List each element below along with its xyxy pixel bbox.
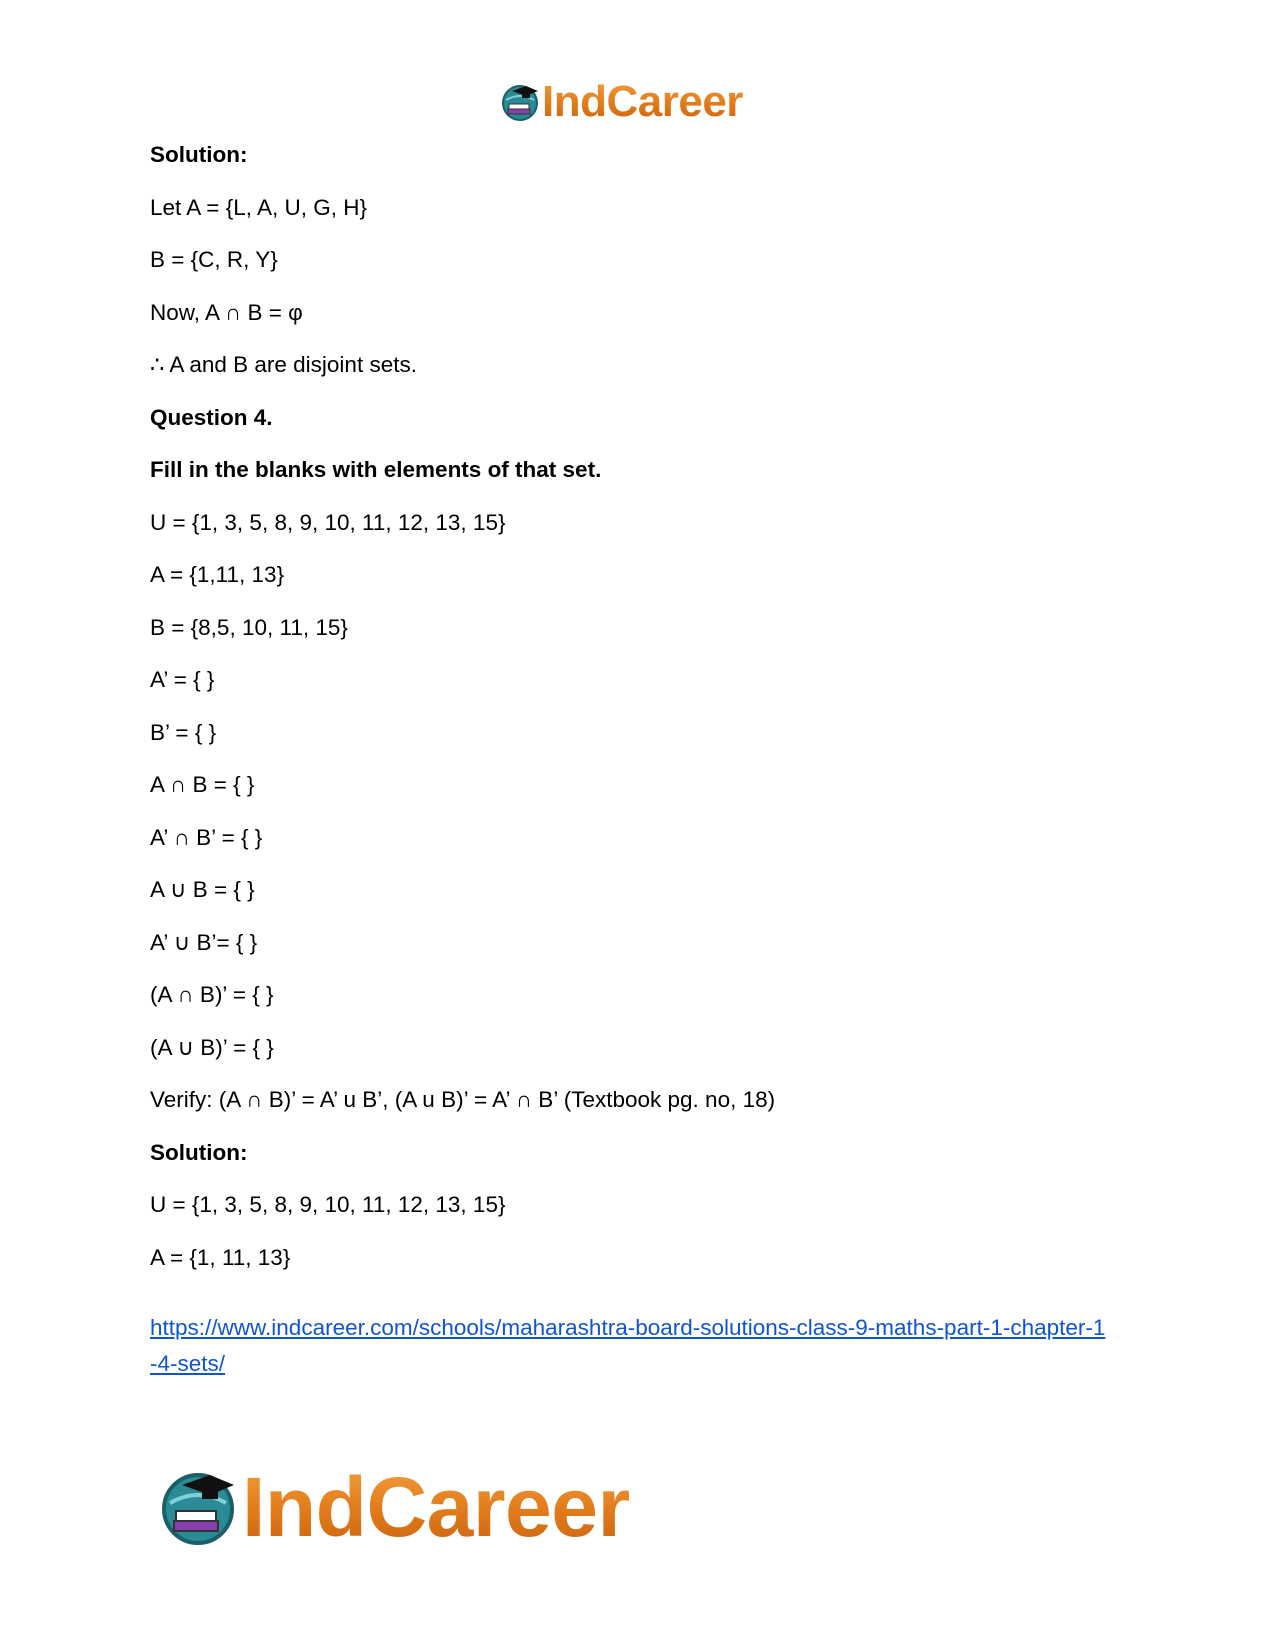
text-line: U = {1, 3, 5, 8, 9, 10, 11, 12, 13, 15}	[150, 510, 506, 535]
text-line: A’ = { }	[150, 667, 215, 692]
text-line: (A ∪ B)’ = { }	[150, 1035, 274, 1060]
footer-logo	[158, 1459, 630, 1554]
text-line: U = {1, 3, 5, 8, 9, 10, 11, 12, 13, 15}	[150, 1192, 506, 1217]
question-prompt: Fill in the blanks with elements of that set.	[150, 457, 602, 482]
text-line: Verify: (A ∩ B)’ = A’ u B’, (A u B)’ = A’ ∩ B’ (Textbook pg. no, 18)	[150, 1087, 776, 1112]
graduation-globe-books-icon	[500, 82, 540, 122]
text-line: Now, A ∩ B = φ	[150, 300, 303, 325]
brand-name: IndCareer	[242, 1459, 630, 1554]
text-line: A ∩ B = { }	[150, 772, 255, 797]
solution-heading: Solution:	[150, 142, 248, 167]
text-line: B = {C, R, Y}	[150, 247, 278, 272]
text-line: A’ ∪ B’= { }	[150, 930, 258, 955]
text-line: A’ ∩ B’ = { }	[150, 825, 263, 850]
header-logo	[500, 78, 743, 126]
solution-heading: Solution:	[150, 1140, 248, 1165]
question-heading: Question 4.	[150, 405, 273, 430]
source-link-line2[interactable]: -4-sets/	[150, 1351, 226, 1376]
text-line: A = {1,11, 13}	[150, 562, 285, 587]
brand-name: IndCareer	[542, 77, 743, 126]
source-link-line1[interactable]: https://www.indcareer.com/schools/maharashtra-board-solutions-class-9-maths-part-1-chapter-1	[150, 1315, 1106, 1340]
text-line: A = {1, 11, 13}	[150, 1245, 291, 1270]
text-line: ∴ A and B are disjoint sets.	[150, 352, 417, 377]
text-line: (A ∩ B)’ = { }	[150, 982, 274, 1007]
text-line: A ∪ B = { }	[150, 877, 255, 902]
source-link[interactable]	[150, 1310, 1140, 1382]
text-line: B = {8,5, 10, 11, 15}	[150, 615, 348, 640]
text-line: B’ = { }	[150, 720, 217, 745]
text-line: Let A = {L, A, U, G, H}	[150, 195, 368, 220]
graduation-globe-books-icon	[158, 1467, 238, 1547]
